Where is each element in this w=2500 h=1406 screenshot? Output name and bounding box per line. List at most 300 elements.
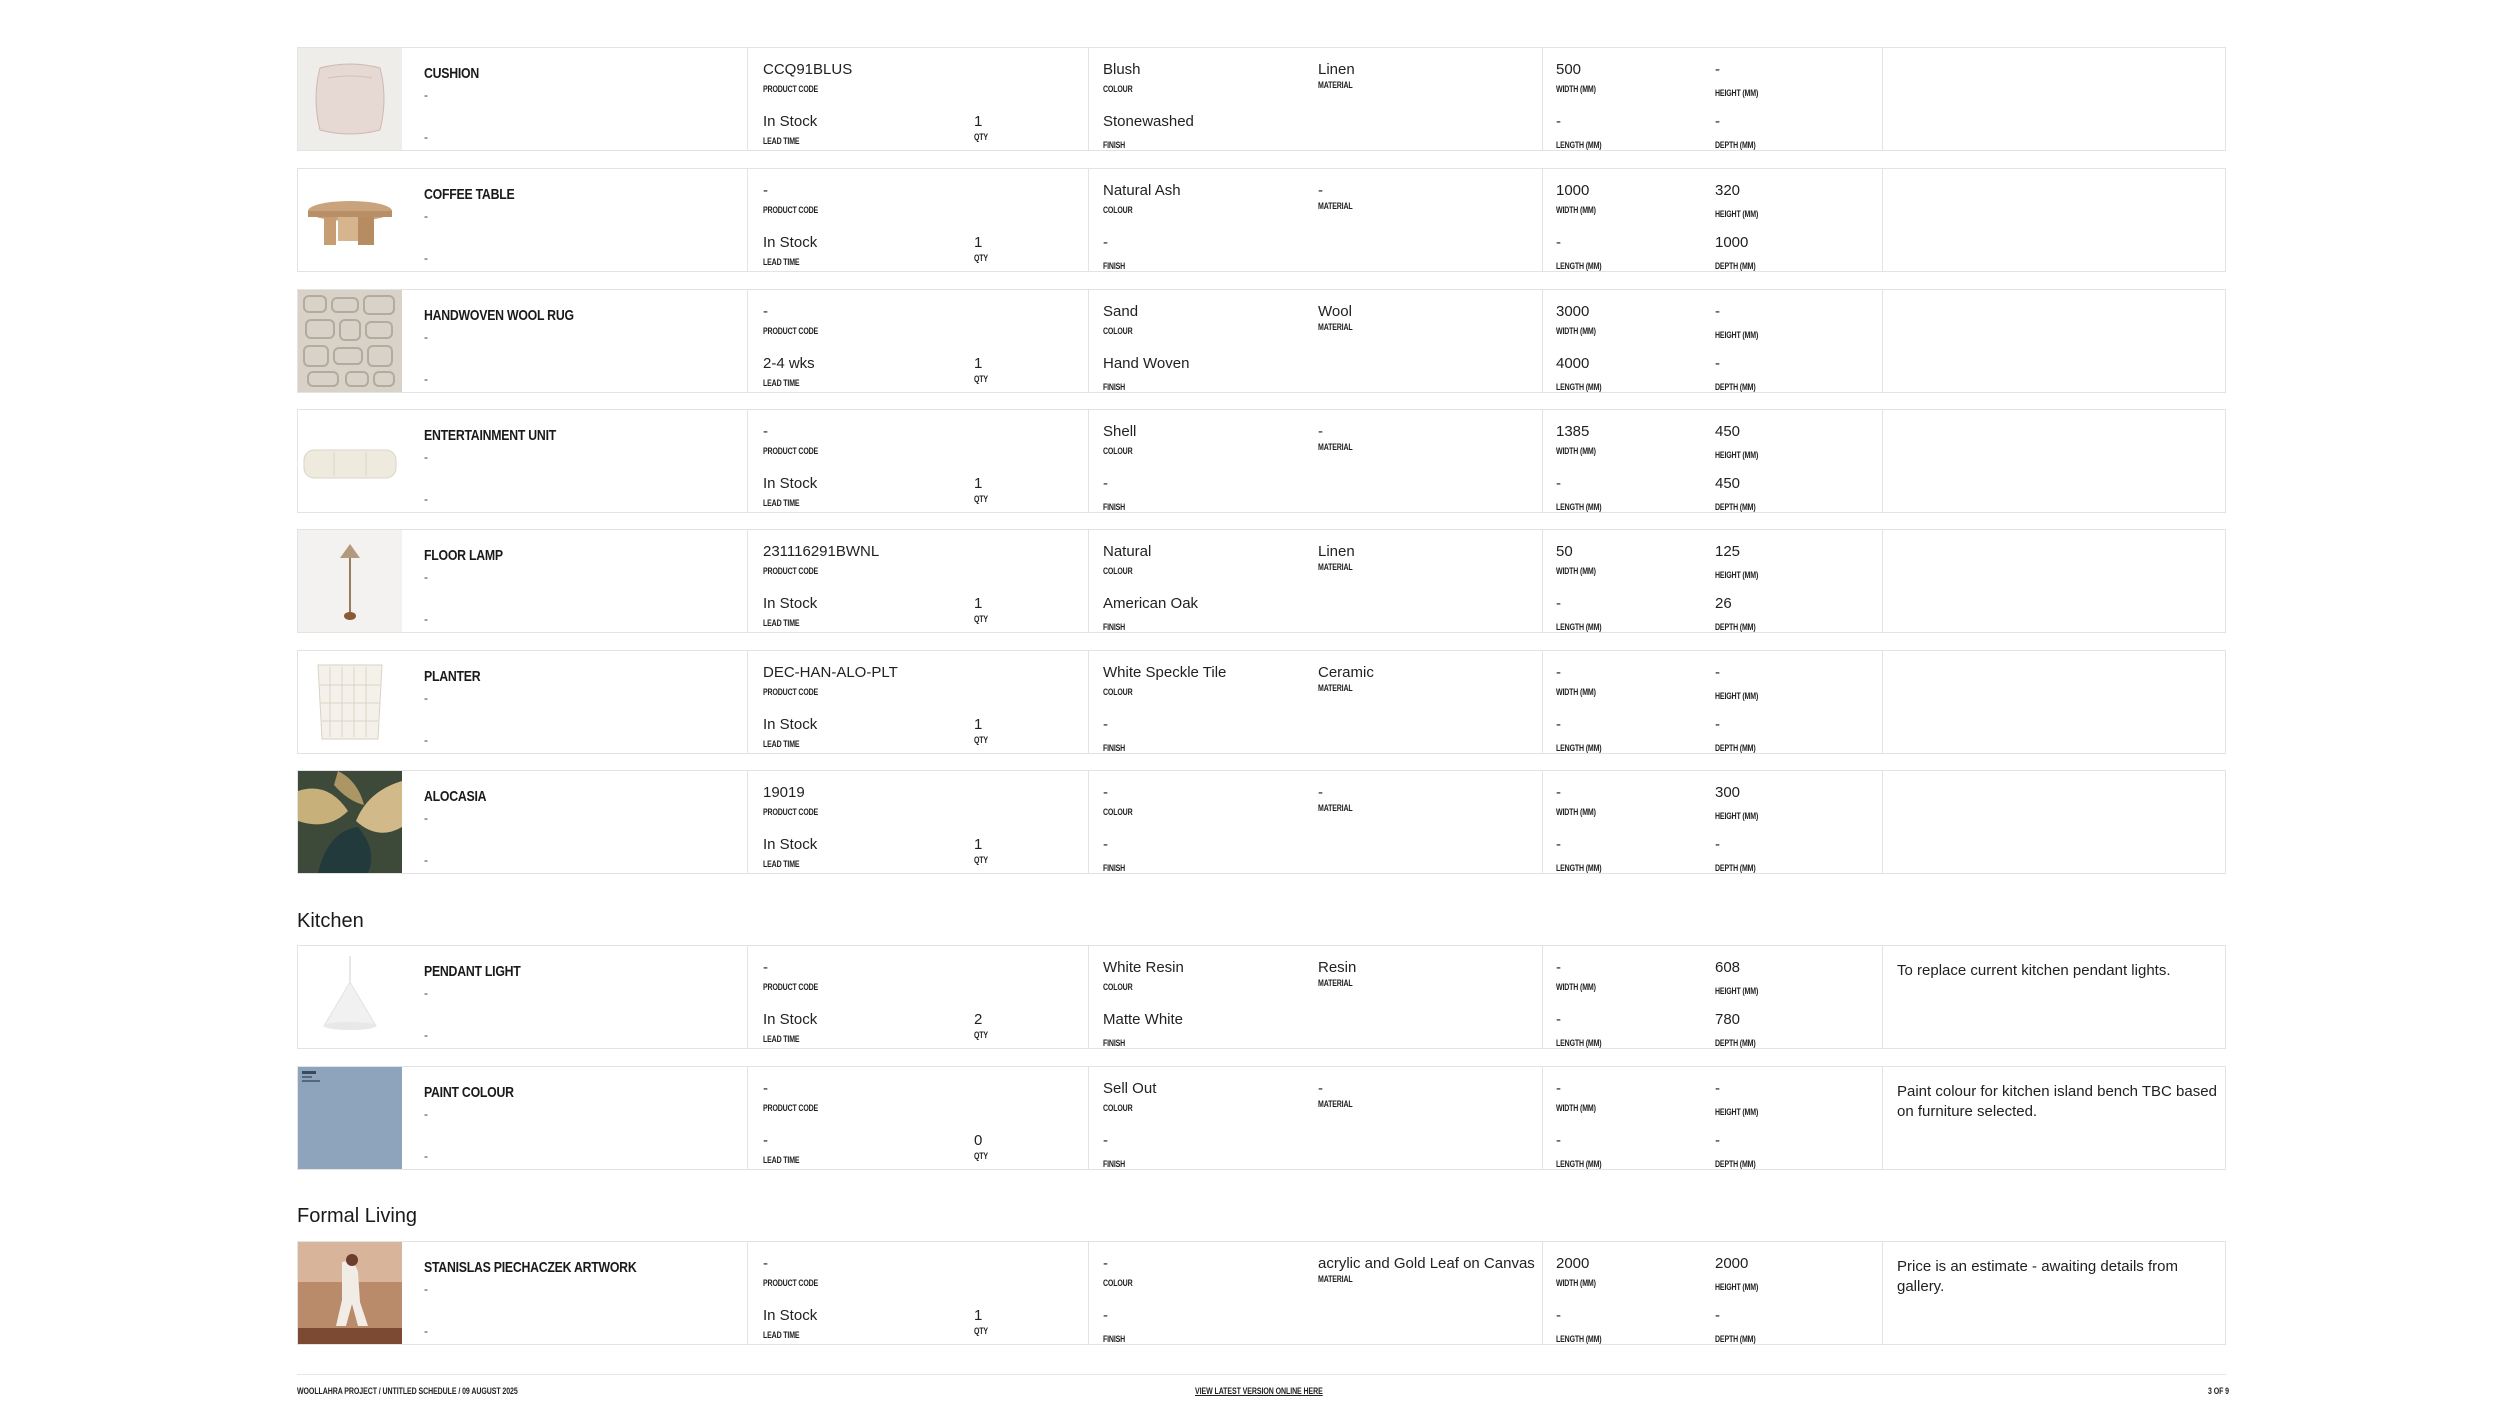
length-value: -	[1556, 1011, 1561, 1028]
planter-image	[298, 651, 402, 753]
notes-cell	[1883, 771, 2225, 873]
width-value: 50	[1556, 543, 1573, 560]
colour-value: Natural	[1103, 543, 1152, 560]
height-label: HEIGHT (MM)	[1715, 986, 1759, 996]
length-value: -	[1556, 1307, 1561, 1324]
colour-label: COLOUR	[1103, 446, 1133, 456]
item-footnote: -	[424, 733, 428, 747]
length-label: LENGTH (MM)	[1556, 1334, 1602, 1344]
finish-label: FINISH	[1103, 140, 1126, 150]
material-label: MATERIAL	[1318, 80, 1353, 90]
lead-time-label: LEAD TIME	[763, 739, 800, 749]
length-label: LENGTH (MM)	[1556, 622, 1602, 632]
item-footnote: -	[424, 1028, 428, 1042]
material-label: MATERIAL	[1318, 322, 1353, 332]
depth-value: 780	[1715, 1011, 1741, 1028]
height-value: 125	[1715, 543, 1741, 560]
dimensions-cell	[1543, 530, 1883, 632]
finish-value: -	[1103, 716, 1108, 733]
floor-lamp-image	[298, 530, 402, 632]
height-value: -	[1715, 61, 1720, 78]
material-value: -	[1318, 182, 1323, 199]
dimensions-cell	[1543, 651, 1883, 753]
finish-label: FINISH	[1103, 1159, 1126, 1169]
depth-label: DEPTH (MM)	[1715, 502, 1756, 512]
length-value: 4000	[1556, 355, 1590, 372]
height-value: 2000	[1715, 1255, 1749, 1272]
lead-time-value: In Stock	[763, 836, 818, 853]
colour-label: COLOUR	[1103, 205, 1133, 215]
depth-label: DEPTH (MM)	[1715, 1038, 1756, 1048]
lead-time-label: LEAD TIME	[763, 136, 800, 146]
product-code-cell	[748, 946, 1089, 1048]
qty-label: QTY	[974, 1326, 988, 1336]
material-value: Linen	[1318, 61, 1355, 78]
product-code-cell	[748, 771, 1089, 873]
width-label: WIDTH (MM)	[1556, 205, 1596, 215]
notes-cell	[1883, 651, 2225, 753]
pendant-light-image	[298, 946, 402, 1048]
qty-value: 1	[974, 475, 983, 492]
footer-page-number: 3 OF 9	[2208, 1386, 2229, 1396]
depth-value: 450	[1715, 475, 1741, 492]
colour-label: COLOUR	[1103, 84, 1133, 94]
item-name-cell	[402, 290, 748, 392]
width-label: WIDTH (MM)	[1556, 446, 1596, 456]
qty-label: QTY	[974, 735, 988, 745]
item-name-cell	[402, 651, 748, 753]
item-subtitle: -	[424, 570, 428, 584]
height-label: HEIGHT (MM)	[1715, 450, 1759, 460]
notes-cell	[1883, 1067, 2225, 1169]
item-notes: Price is an estimate - awaiting details from gallery.	[1897, 1258, 2178, 1295]
colour-value: -	[1103, 784, 1108, 801]
coffee-table-image	[298, 169, 402, 271]
dimensions-cell	[1543, 946, 1883, 1048]
material-label: MATERIAL	[1318, 1274, 1353, 1284]
finish-label: FINISH	[1103, 382, 1126, 392]
item-name-cell	[402, 946, 748, 1048]
material-value: acrylic and Gold Leaf on Canvas	[1318, 1255, 1535, 1272]
dimensions-cell	[1543, 290, 1883, 392]
colour-material-cell	[1089, 410, 1543, 512]
height-value: 608	[1715, 959, 1741, 976]
width-value: 1000	[1556, 182, 1590, 199]
material-value: Linen	[1318, 543, 1355, 560]
item-subtitle: -	[424, 88, 428, 102]
finish-value: Stonewashed	[1103, 113, 1194, 130]
width-value: -	[1556, 664, 1561, 681]
notes-cell	[1883, 1242, 2225, 1344]
height-label: HEIGHT (MM)	[1715, 330, 1759, 340]
colour-label: COLOUR	[1103, 566, 1133, 576]
width-value: 3000	[1556, 303, 1590, 320]
schedule-row[interactable]	[297, 409, 2226, 513]
colour-value: Blush	[1103, 61, 1141, 78]
product-code-label: PRODUCT CODE	[763, 205, 819, 215]
product-code-value: -	[763, 303, 768, 320]
item-subtitle: -	[424, 450, 428, 464]
item-name: ENTERTAINMENT UNIT	[424, 427, 557, 444]
depth-label: DEPTH (MM)	[1715, 863, 1756, 873]
lead-time-value: 2-4 wks	[763, 355, 815, 372]
item-name: HANDWOVEN WOOL RUG	[424, 307, 574, 324]
item-subtitle: -	[424, 209, 428, 223]
length-label: LENGTH (MM)	[1556, 140, 1602, 150]
rug-image	[298, 290, 402, 392]
depth-value: -	[1715, 836, 1720, 853]
finish-label: FINISH	[1103, 863, 1126, 873]
colour-value: Sell Out	[1103, 1080, 1157, 1097]
product-code-value: -	[763, 1255, 768, 1272]
colour-value: -	[1103, 1255, 1108, 1272]
product-code-label: PRODUCT CODE	[763, 982, 819, 992]
width-value: -	[1556, 784, 1561, 801]
depth-label: DEPTH (MM)	[1715, 622, 1756, 632]
dimensions-cell	[1543, 410, 1883, 512]
footer-divider	[297, 1374, 2226, 1375]
lead-time-label: LEAD TIME	[763, 257, 800, 267]
finish-value: American Oak	[1103, 595, 1199, 612]
product-code-label: PRODUCT CODE	[763, 326, 819, 336]
artwork-image	[298, 1242, 402, 1344]
lead-time-value: In Stock	[763, 1307, 818, 1324]
item-footnote: -	[424, 130, 428, 144]
qty-label: QTY	[974, 855, 988, 865]
length-value: -	[1556, 595, 1561, 612]
colour-material-cell	[1089, 169, 1543, 271]
notes-cell	[1883, 48, 2225, 150]
finish-value: -	[1103, 1132, 1108, 1149]
length-value: -	[1556, 716, 1561, 733]
schedule-row[interactable]	[297, 289, 2226, 393]
item-name: ALOCASIA	[424, 788, 487, 805]
qty-value: 0	[974, 1132, 983, 1149]
length-label: LENGTH (MM)	[1556, 1159, 1602, 1169]
item-name: FLOOR LAMP	[424, 547, 503, 564]
schedule-row[interactable]	[297, 770, 2226, 874]
item-footnote: -	[424, 1149, 428, 1163]
lead-time-label: LEAD TIME	[763, 618, 800, 628]
qty-value: 1	[974, 234, 983, 251]
alocasia-image	[298, 771, 402, 873]
lead-time-label: LEAD TIME	[763, 1155, 800, 1165]
product-code-value: 231116291BWNL	[763, 543, 880, 560]
width-label: WIDTH (MM)	[1556, 84, 1596, 94]
qty-value: 1	[974, 595, 983, 612]
product-code-cell	[748, 169, 1089, 271]
product-code-cell	[748, 1242, 1089, 1344]
colour-label: COLOUR	[1103, 1278, 1133, 1288]
qty-label: QTY	[974, 1030, 988, 1040]
width-label: WIDTH (MM)	[1556, 807, 1596, 817]
product-code-label: PRODUCT CODE	[763, 807, 819, 817]
qty-label: QTY	[974, 132, 988, 142]
item-name-cell	[402, 530, 748, 632]
item-subtitle: -	[424, 986, 428, 1000]
schedule-row[interactable]	[297, 650, 2226, 754]
material-label: MATERIAL	[1318, 978, 1353, 988]
notes-cell	[1883, 530, 2225, 632]
product-code-label: PRODUCT CODE	[763, 84, 819, 94]
height-value: 320	[1715, 182, 1741, 199]
schedule-row[interactable]	[297, 529, 2226, 633]
length-label: LENGTH (MM)	[1556, 1038, 1602, 1048]
dimensions-cell	[1543, 169, 1883, 271]
material-value: -	[1318, 1080, 1323, 1097]
qty-value: 1	[974, 113, 983, 130]
length-label: LENGTH (MM)	[1556, 261, 1602, 271]
lead-time-label: LEAD TIME	[763, 1330, 800, 1340]
schedule-row[interactable]	[297, 1066, 2226, 1170]
notes-cell	[1883, 946, 2225, 1048]
dimensions-cell	[1543, 1067, 1883, 1169]
depth-value: -	[1715, 355, 1720, 372]
length-label: LENGTH (MM)	[1556, 863, 1602, 873]
item-footnote: -	[424, 853, 428, 867]
length-value: -	[1556, 475, 1561, 492]
lead-time-value: -	[763, 1132, 768, 1149]
lead-time-value: In Stock	[763, 716, 818, 733]
cushion-image	[298, 48, 402, 150]
width-label: WIDTH (MM)	[1556, 566, 1596, 576]
product-code-value: 19019	[763, 784, 805, 801]
notes-cell	[1883, 169, 2225, 271]
finish-value: -	[1103, 836, 1108, 853]
product-code-label: PRODUCT CODE	[763, 446, 819, 456]
qty-label: QTY	[974, 253, 988, 263]
product-code-label: PRODUCT CODE	[763, 1103, 819, 1113]
finish-label: FINISH	[1103, 622, 1126, 632]
qty-value: 1	[974, 836, 983, 853]
section-heading-kitchen: Kitchen	[297, 910, 364, 932]
length-value: -	[1556, 113, 1561, 130]
material-value: Wool	[1318, 303, 1352, 320]
length-value: -	[1556, 234, 1561, 251]
lead-time-value: In Stock	[763, 113, 818, 130]
width-label: WIDTH (MM)	[1556, 1278, 1596, 1288]
colour-value: Shell	[1103, 423, 1137, 440]
finish-value: -	[1103, 475, 1108, 492]
colour-material-cell	[1089, 530, 1543, 632]
height-value: -	[1715, 1080, 1720, 1097]
item-name-cell	[402, 1242, 748, 1344]
material-label: MATERIAL	[1318, 803, 1353, 813]
colour-label: COLOUR	[1103, 1103, 1133, 1113]
width-value: -	[1556, 959, 1561, 976]
lead-time-value: In Stock	[763, 475, 818, 492]
schedule-row[interactable]	[297, 1241, 2226, 1345]
length-label: LENGTH (MM)	[1556, 382, 1602, 392]
width-label: WIDTH (MM)	[1556, 326, 1596, 336]
width-label: WIDTH (MM)	[1556, 687, 1596, 697]
lead-time-label: LEAD TIME	[763, 1034, 800, 1044]
material-label: MATERIAL	[1318, 562, 1353, 572]
height-value: -	[1715, 664, 1720, 681]
product-code-cell	[748, 530, 1089, 632]
width-value: 1385	[1556, 423, 1590, 440]
item-footnote: -	[424, 251, 428, 265]
schedule-row[interactable]	[297, 945, 2226, 1049]
colour-label: COLOUR	[1103, 807, 1133, 817]
finish-label: FINISH	[1103, 1334, 1126, 1344]
item-footnote: -	[424, 372, 428, 386]
height-label: HEIGHT (MM)	[1715, 88, 1759, 98]
colour-label: COLOUR	[1103, 326, 1133, 336]
item-footnote: -	[424, 612, 428, 626]
finish-label: FINISH	[1103, 261, 1126, 271]
item-name: PAINT COLOUR	[424, 1084, 514, 1101]
qty-value: 1	[974, 716, 983, 733]
colour-material-cell	[1089, 651, 1543, 753]
height-label: HEIGHT (MM)	[1715, 570, 1759, 580]
colour-material-cell	[1089, 1067, 1543, 1169]
item-name: PENDANT LIGHT	[424, 963, 521, 980]
item-name: PLANTER	[424, 668, 481, 685]
width-value: -	[1556, 1080, 1561, 1097]
depth-value: 26	[1715, 595, 1732, 612]
item-name-cell	[402, 410, 748, 512]
product-code-value: DEC-HAN-ALO-PLT	[763, 664, 898, 681]
schedule-row[interactable]	[297, 168, 2226, 272]
product-code-cell	[748, 290, 1089, 392]
dimensions-cell	[1543, 1242, 1883, 1344]
item-name: STANISLAS PIECHACZEK ARTWORK	[424, 1259, 637, 1276]
item-name-cell	[402, 1067, 748, 1169]
height-label: HEIGHT (MM)	[1715, 811, 1759, 821]
item-subtitle: -	[424, 1282, 428, 1296]
product-code-value: -	[763, 182, 768, 199]
length-value: -	[1556, 1132, 1561, 1149]
depth-label: DEPTH (MM)	[1715, 743, 1756, 753]
item-footnote: -	[424, 492, 428, 506]
material-value: -	[1318, 784, 1323, 801]
colour-label: COLOUR	[1103, 687, 1133, 697]
depth-value: -	[1715, 113, 1720, 130]
material-value: -	[1318, 423, 1323, 440]
lead-time-value: In Stock	[763, 234, 818, 251]
lead-time-value: In Stock	[763, 1011, 818, 1028]
lead-time-value: In Stock	[763, 595, 818, 612]
product-code-cell	[748, 651, 1089, 753]
qty-label: QTY	[974, 614, 988, 624]
product-code-cell	[748, 1067, 1089, 1169]
height-label: HEIGHT (MM)	[1715, 691, 1759, 701]
material-label: MATERIAL	[1318, 1099, 1353, 1109]
lead-time-label: LEAD TIME	[763, 859, 800, 869]
qty-label: QTY	[974, 494, 988, 504]
item-name-cell	[402, 771, 748, 873]
depth-label: DEPTH (MM)	[1715, 261, 1756, 271]
depth-value: -	[1715, 716, 1720, 733]
material-label: MATERIAL	[1318, 201, 1353, 211]
footer-online-link[interactable]: VIEW LATEST VERSION ONLINE HERE	[1195, 1386, 1323, 1396]
colour-value: Natural Ash	[1103, 182, 1181, 199]
width-label: WIDTH (MM)	[1556, 982, 1596, 992]
lead-time-label: LEAD TIME	[763, 378, 800, 388]
dimensions-cell	[1543, 48, 1883, 150]
finish-value: Hand Woven	[1103, 355, 1190, 372]
depth-label: DEPTH (MM)	[1715, 140, 1756, 150]
item-subtitle: -	[424, 691, 428, 705]
product-code-label: PRODUCT CODE	[763, 687, 819, 697]
section-heading-formal-living: Formal Living	[297, 1205, 418, 1227]
height-label: HEIGHT (MM)	[1715, 209, 1759, 219]
lead-time-label: LEAD TIME	[763, 498, 800, 508]
depth-value: -	[1715, 1132, 1720, 1149]
depth-value: 1000	[1715, 234, 1749, 251]
product-code-label: PRODUCT CODE	[763, 1278, 819, 1288]
product-code-value: -	[763, 1080, 768, 1097]
material-value: Resin	[1318, 959, 1357, 976]
colour-value: White Speckle Tile	[1103, 664, 1227, 681]
item-name: COFFEE TABLE	[424, 186, 515, 203]
product-code-value: -	[763, 423, 768, 440]
material-value: Ceramic	[1318, 664, 1374, 681]
item-subtitle: -	[424, 330, 428, 344]
qty-value: 1	[974, 355, 983, 372]
qty-value: 2	[974, 1011, 983, 1028]
finish-value: Matte White	[1103, 1011, 1184, 1028]
finish-label: FINISH	[1103, 1038, 1126, 1048]
height-value: 450	[1715, 423, 1741, 440]
product-code-value: -	[763, 959, 768, 976]
colour-material-cell	[1089, 946, 1543, 1048]
material-label: MATERIAL	[1318, 683, 1353, 693]
entertainment-unit-image	[298, 410, 402, 512]
paint-swatch-image	[298, 1067, 402, 1169]
qty-label: QTY	[974, 1151, 988, 1161]
width-value: 2000	[1556, 1255, 1590, 1272]
width-label: WIDTH (MM)	[1556, 1103, 1596, 1113]
finish-label: FINISH	[1103, 502, 1126, 512]
product-code-cell	[748, 48, 1089, 150]
qty-value: 1	[974, 1307, 983, 1324]
height-label: HEIGHT (MM)	[1715, 1282, 1759, 1292]
depth-value: -	[1715, 1307, 1720, 1324]
item-notes: To replace current kitchen pendant lights.	[1897, 962, 2171, 979]
depth-label: DEPTH (MM)	[1715, 1159, 1756, 1169]
item-footnote: -	[424, 1324, 428, 1338]
finish-value: -	[1103, 1307, 1108, 1324]
notes-cell	[1883, 290, 2225, 392]
colour-material-cell	[1089, 1242, 1543, 1344]
depth-label: DEPTH (MM)	[1715, 382, 1756, 392]
product-code-cell	[748, 410, 1089, 512]
item-subtitle: -	[424, 1107, 428, 1121]
length-value: -	[1556, 836, 1561, 853]
depth-label: DEPTH (MM)	[1715, 1334, 1756, 1344]
item-name-cell	[402, 169, 748, 271]
material-label: MATERIAL	[1318, 442, 1353, 452]
footer-project-info: WOOLLAHRA PROJECT / UNTITLED SCHEDULE / 09 AUGUST 2025	[297, 1386, 518, 1396]
schedule-row[interactable]	[297, 47, 2226, 151]
height-value: -	[1715, 303, 1720, 320]
item-name-cell	[402, 48, 748, 150]
item-name: CUSHION	[424, 65, 480, 82]
height-value: 300	[1715, 784, 1741, 801]
item-notes: Paint colour for kitchen island bench TBC based on furniture selected.	[1897, 1083, 2217, 1120]
colour-label: COLOUR	[1103, 982, 1133, 992]
length-label: LENGTH (MM)	[1556, 502, 1602, 512]
item-subtitle: -	[424, 811, 428, 825]
dimensions-cell	[1543, 771, 1883, 873]
colour-material-cell	[1089, 290, 1543, 392]
colour-material-cell	[1089, 771, 1543, 873]
finish-value: -	[1103, 234, 1108, 251]
colour-value: Sand	[1103, 303, 1139, 320]
length-label: LENGTH (MM)	[1556, 743, 1602, 753]
